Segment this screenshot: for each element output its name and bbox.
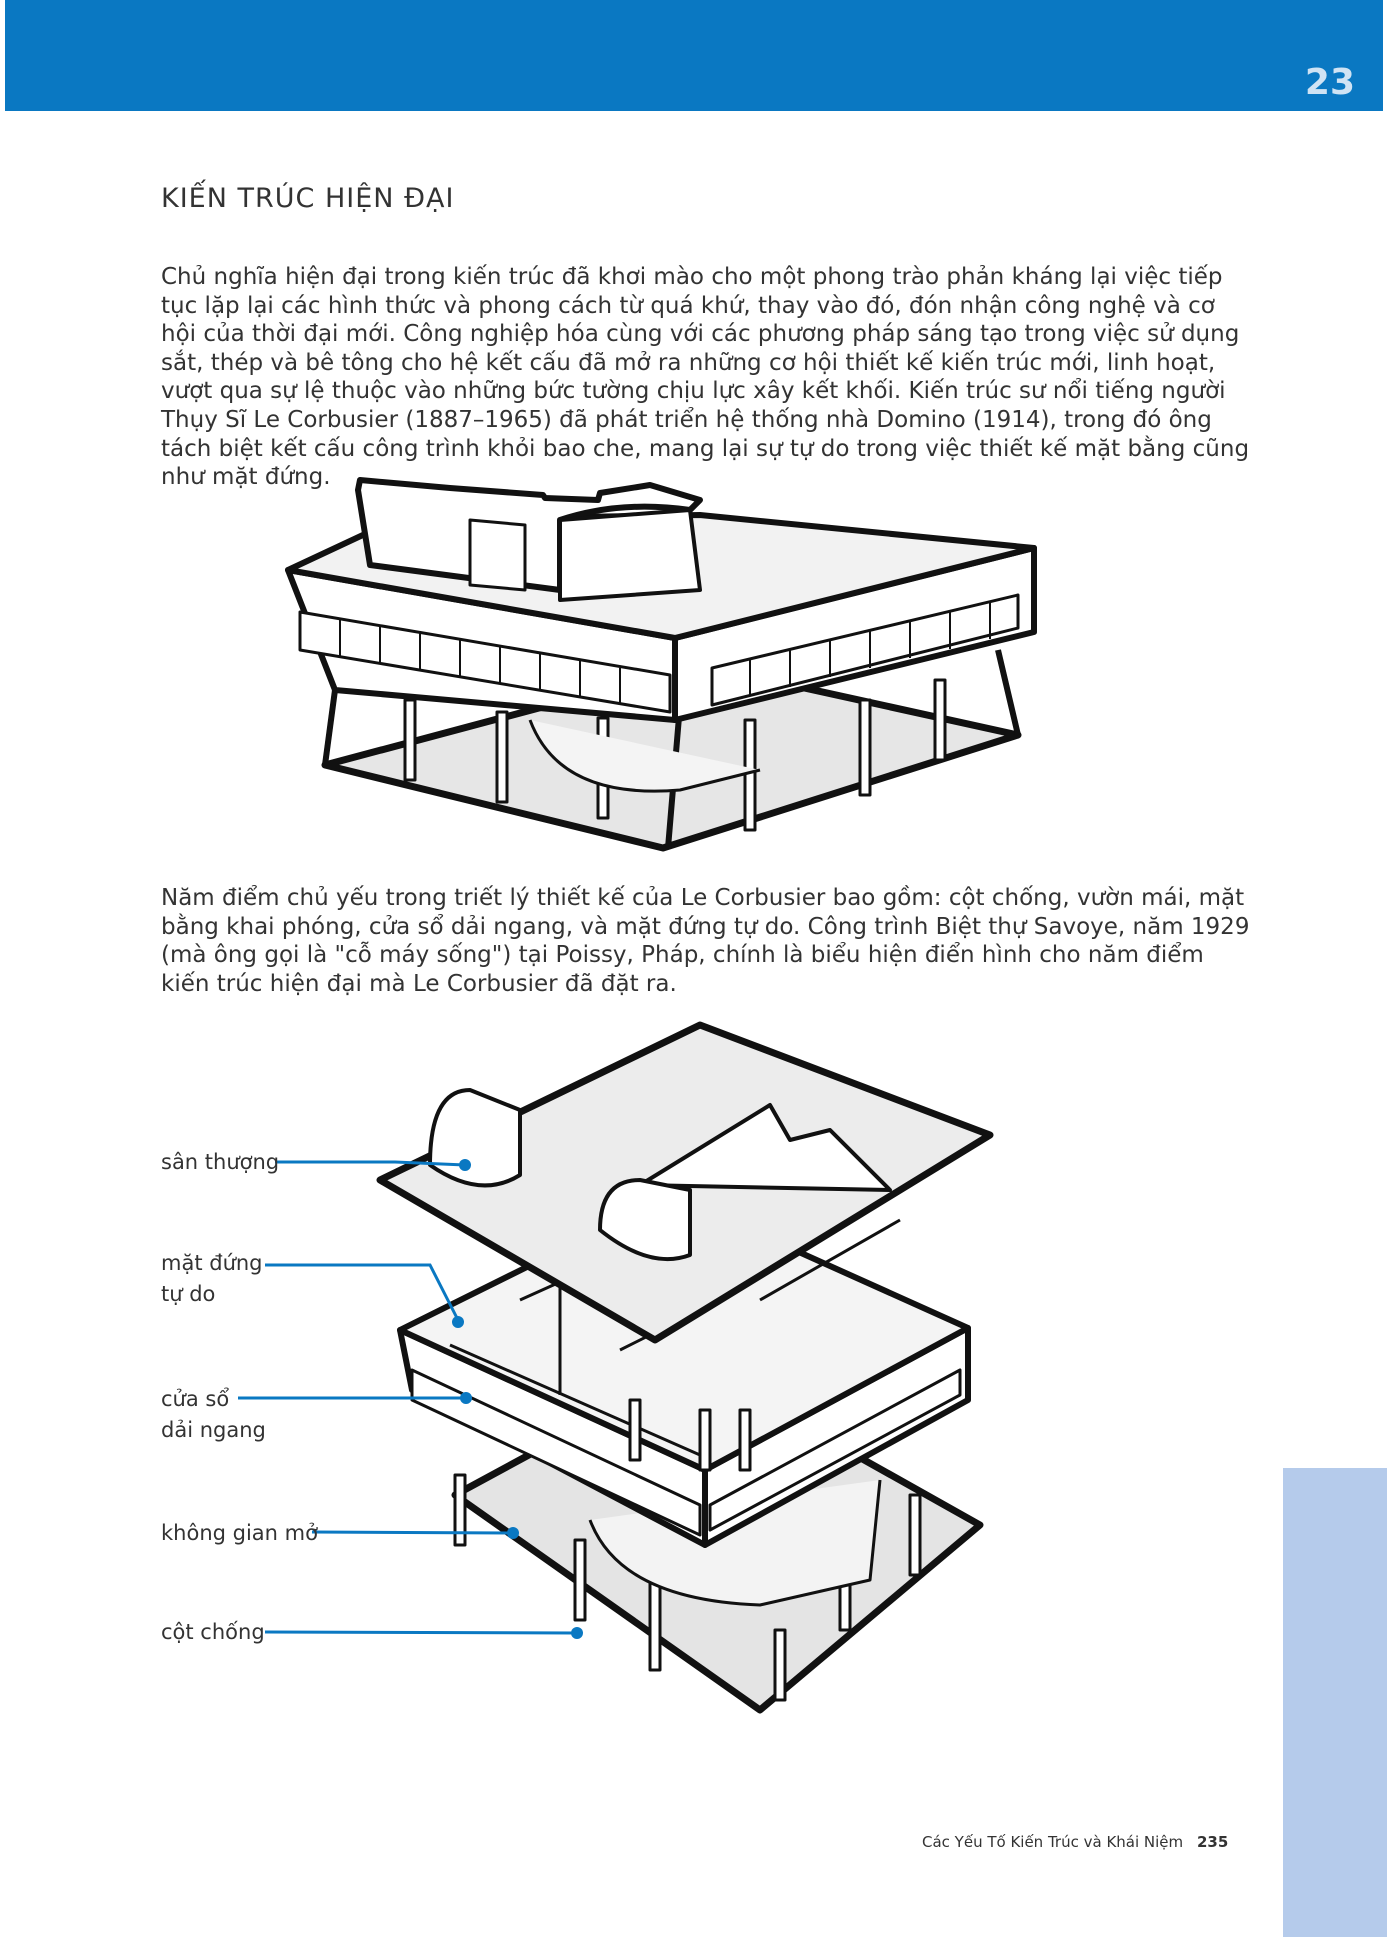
label-ribbon-window-line2: dải ngang [161,1418,266,1442]
roof-slab [380,1025,990,1340]
label-ribbon-window [161,1384,266,1446]
callout-free-facade [265,1265,458,1320]
label-pilotis [161,1617,265,1648]
five-points-paragraph: Năm điểm chủ yếu trong triết lý thiết kế của Le Corbusier bao gồm: cột chống, vườn mái, mặt bằng khai phóng, cửa sổ dải ngang, và mặt đứng tự do. Công trình Biệt thự Savoye, năm 1929 (mà ông gọi là "cỗ máy sống") tại Poissy, Pháp, chính là biểu hiện điển hình cho năm điểm kiến trúc hiện đại mà Le Corbusier đã đặt ra. [161,885,1250,997]
callout-pilotis [265,1632,575,1633]
roof-curved-wall-left [430,1090,520,1185]
label-open-space-text: không gian mở [161,1521,318,1545]
footer-book-title: Các Yếu Tố Kiến Trúc và Khái Niệm [922,1833,1184,1851]
label-open-space [161,1518,318,1549]
label-roof-terrace [161,1147,279,1178]
box-left-face [288,570,675,720]
middle-floor-top [400,1195,968,1470]
intro-paragraph: Chủ nghĩa hiện đại trong kiến trúc đã khơi mào cho một phong trào phản kháng lại việc tiếp tục lặp lại các hình thức và phong cách từ quá khứ, thay vào đó, đón nhận công nghệ và cơ hội của thời đại mới. Công nghiệp hóa cùng với các phương pháp sáng tạo trong việc sử dụng sắt, thép và bê tông cho hệ kết cấu đã mở ra những cơ hội thiết kế kiến trúc mới, linh hoạt, vượt qua sự lệ thuộc vào những bức tường chịu lực xây kết khối. Kiến trúc sư nổi tiếng người Thụy Sĩ Le Corbusier (1887–1965) đã phát triển hệ thống nhà Domino (1914), trong đó ông tách biệt kết cấu công trình khỏi bao che, mang lại sự tự do trong việc thiết kế mặt bằng cũng như mặt đứng. [161,264,1250,491]
chapter-number: 23 [1304,62,1355,103]
label-free-facade-line2: tự do [161,1282,216,1306]
header-bar [5,0,1383,111]
middle-floor-left [400,1330,705,1545]
roof-curved-wall-right [600,1180,690,1259]
label-free-facade-line1: mặt đứng [161,1251,263,1275]
callout-lines [238,1162,575,1633]
ground-slab [455,1365,980,1710]
box-top [288,515,1034,638]
footer-page-number: 235 [1197,1833,1229,1851]
middle-floor-right [705,1328,968,1545]
callout-roof-terrace [275,1162,465,1165]
label-ribbon-window-line1: cửa sổ [161,1387,230,1411]
label-roof-terrace-text: sân thượng [161,1150,280,1174]
box-right-face [675,548,1034,720]
side-tab [1283,1468,1387,1937]
section-title: KIẾN TRÚC HIỆN ĐẠI [161,183,455,214]
label-pilotis-text: cột chống [161,1620,265,1644]
label-free-facade [161,1248,263,1310]
callout-open-space [312,1532,512,1533]
ground-plane [325,665,1018,848]
